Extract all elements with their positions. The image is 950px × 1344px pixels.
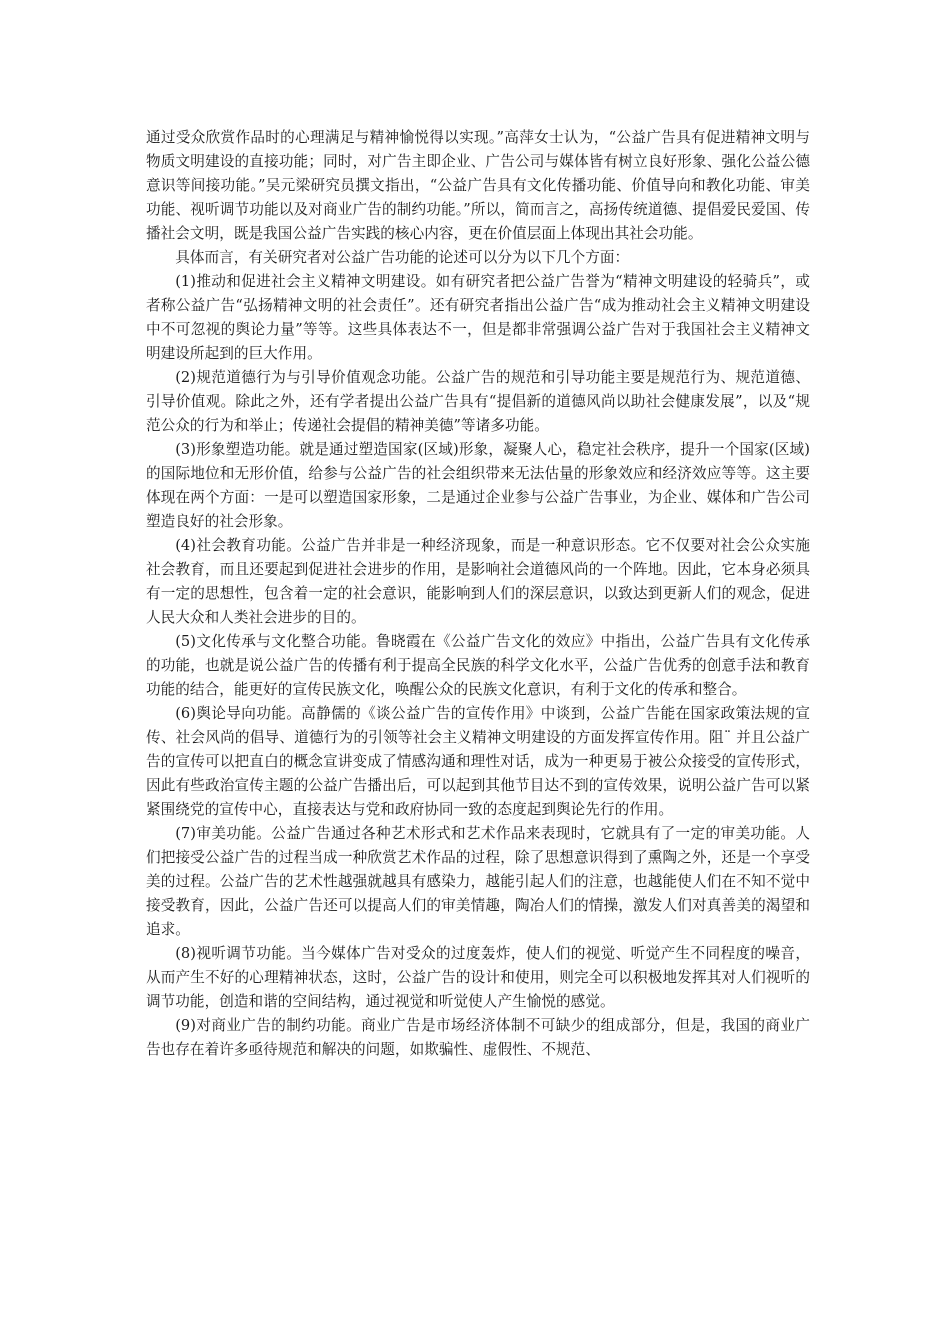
document-body (146, 126, 810, 1062)
paragraph-10: (8)视听调节功能。当今媒体广告对受众的过度轰炸，使人们的视觉、听觉产生不同程度的噪音，从而产生不好的心理精神状态，这时，公益广告的设计和使用，则完全可以积极地发挥其对人们视听的调节功能，创造和谐的空间结构，通过视觉和听觉使人产生愉悦的感觉。 (146, 945, 810, 1010)
paragraph-6: (4)社会教育功能。公益广告并非是一种经济现象，而是一种意识形态。它不仅要对社会公众实施社会教育，而且还要起到促进社会进步的作用，是影响社会道德风尚的一个阵地。因此，它本身必须具有一定的思想性，包含着一定的社会意识，能影响到人们的深层意识，以致达到更新人们的观念，促进人民大众和人类社会进步的目的。 (146, 537, 810, 626)
paragraph-5: (3)形象塑造功能。就是通过塑造国家(区域)形象，凝聚人心，稳定社会秩序，提升一个国家(区域)的国际地位和无形价值，给参与公益广告的社会组织带来无法估量的形象效应和经济效应等等。这主要体现在两个方面：一是可以塑造国家形象，二是通过企业参与公益广告事业，为企业、媒体和广告公司塑造良好的社会形象。 (146, 441, 810, 530)
paragraph-8: (6)舆论导向功能。高静儒的《谈公益广告的宣传作用》中谈到，公益广告能在国家政策法规的宣传、社会风尚的倡导、道德行为的引领等社会主义精神文明建设的方面发挥宣传作用。阻¨ 并且公益广告的宣传可以把直白的概念宣讲变成了情感沟通和理性对话，成为一种更易于被公众接受的宣传形式，因此有些政治宣传主题的公益广告播出后，可以起到其他节目达不到的宣传效果，说明公益广告可以紧紧围绕党的宣传中心，直接表达与党和政府协同一致的态度起到舆论先行的作用。 (146, 705, 810, 818)
paragraph-3: (1)推动和促进社会主义精神文明建设。如有研究者把公益广告誉为“精神文明建设的轻骑兵”，或者称公益广告“弘扬精神文明的社会责任”。还有研究者指出公益广告“成为推动社会主义精神文明建设中不可忽视的舆论力量”等等。这些具体表达不一，但是都非常强调公益广告对于我国社会主义精神文明建设所起到的巨大作用。 (146, 273, 810, 362)
paragraph-1: 通过受众欣赏作品时的心理满足与精神愉悦得以实现。”高萍女士认为，“公益广告具有促进精神文明与物质文明建设的直接功能；同时，对广告主即企业、广告公司与媒体皆有树立良好形象、强化公益公德意识等间接功能。”吴元梁研究员撰文指出，“公益广告具有文化传播功能、价值导向和教化功能、审美功能、视听调节功能以及对商业广告的制约功能。”所以，简而言之，高扬传统道德、提倡爱民爱国、传播社会文明，既是我国公益广告实践的核心内容，更在价值层面上体现出其社会功能。 (146, 129, 810, 242)
paragraph-7: (5)文化传承与文化整合功能。鲁晓霞在《公益广告文化的效应》中指出，公益广告具有文化传承的功能，也就是说公益广告的传播有利于提高全民族的科学文化水平，公益广告优秀的创意手法和教育功能的结合，能更好的宣传民族文化，唤醒公众的民族文化意识，有利于文化的传承和整合。 (146, 633, 810, 698)
paragraph-4: (2)规范道德行为与引导价值观念功能。公益广告的规范和引导功能主要是规范行为、规范道德、引导价值观。除此之外，还有学者提出公益广告具有“提倡新的道德风尚以助社会健康发展”，以及“规范公众的行为和举止；传递社会提倡的精神美德”等诸多功能。 (146, 369, 810, 434)
paragraph-2: 具体而言，有关研究者对公益广告功能的论述可以分为以下几个方面： (175, 249, 630, 266)
paragraph-9: (7)审美功能。公益广告通过各种艺术形式和艺术作品来表现时，它就具有了一定的审美功能。人们把接受公益广告的过程当成一种欣赏艺术作品的过程，除了思想意识得到了熏陶之外，还是一个享受美的过程。公益广告的艺术性越强就越具有感染力，越能引起人们的注意，也越能使人们在不知不觉中接受教育，因此，公益广告还可以提高人们的审美情趣，陶冶人们的情操，激发人们对真善美的渴望和追求。 (146, 825, 810, 938)
paragraph-11: (9)对商业广告的制约功能。商业广告是市场经济体制不可缺少的组成部分，但是，我国的商业广告也存在着许多亟待规范和解决的问题，如欺骗性、虚假性、不规范、 (146, 1017, 810, 1058)
